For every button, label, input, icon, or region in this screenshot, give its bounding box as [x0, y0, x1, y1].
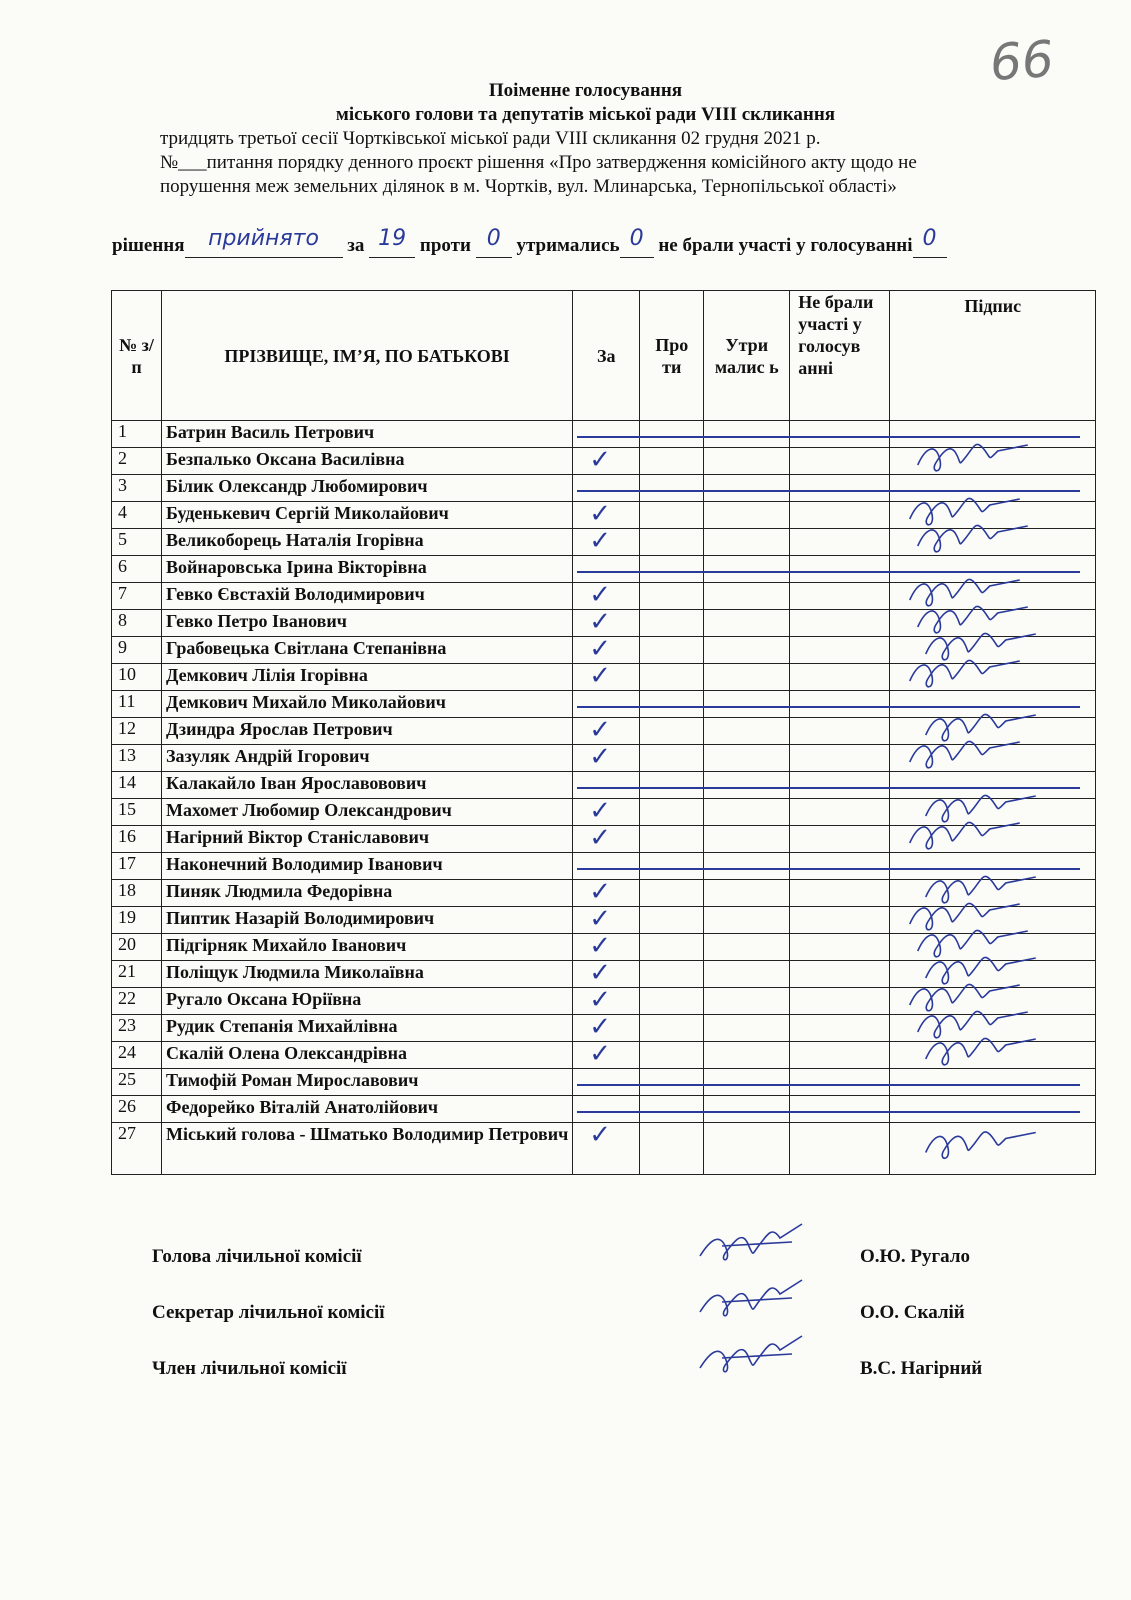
- checkmark-icon: ✓: [589, 985, 612, 1014]
- handwritten-signature: [926, 1132, 1036, 1158]
- member-name: Федорейко Віталій Анатолійович: [162, 1096, 573, 1123]
- handwritten-signature: [910, 903, 1020, 929]
- row-number: 19: [112, 907, 162, 934]
- commission-role: Член лічильної комісії: [152, 1358, 347, 1379]
- row-number: 10: [112, 664, 162, 691]
- abstained-label: утримались: [516, 235, 620, 256]
- commission-signature: [700, 1336, 802, 1372]
- for-value: 19: [378, 226, 407, 251]
- handwritten-signature: [926, 633, 1036, 659]
- row-number: 3: [112, 475, 162, 502]
- member-name: Дзиндра Ярослав Петрович: [162, 718, 573, 745]
- checkmark-icon: ✓: [589, 499, 612, 528]
- checkmark-icon: ✓: [589, 1039, 612, 1068]
- handwritten-signature: [910, 498, 1020, 524]
- row-number: 2: [112, 448, 162, 475]
- commission-signature: [700, 1280, 802, 1316]
- member-name: Нагірний Віктор Станіславович: [162, 826, 573, 853]
- checkmark-icon: ✓: [589, 661, 612, 690]
- handwritten-signature: [910, 579, 1020, 605]
- member-name: Махомет Любомир Олександрович: [162, 799, 573, 826]
- not-voted-value: 0: [922, 226, 937, 251]
- row-number: 18: [112, 880, 162, 907]
- decision-label: рішення: [112, 235, 185, 256]
- checkmark-icon: ✓: [589, 823, 612, 852]
- member-name: Зазуляк Андрій Ігорович: [162, 745, 573, 772]
- member-name: Калакайло Іван Ярославовович: [162, 772, 573, 799]
- session-line: тридцять третьої сесії Чортківської міської ради VIII скликання 02 грудня 2021 р.: [160, 128, 821, 149]
- row-number: 24: [112, 1042, 162, 1069]
- commission-signature: [700, 1224, 802, 1260]
- checkmark-icon: ✓: [589, 607, 612, 636]
- checkmark-icon: ✓: [589, 742, 612, 771]
- handwritten-signature: [918, 444, 1028, 470]
- row-number: 13: [112, 745, 162, 772]
- handwritten-signature: [926, 714, 1036, 740]
- member-name: Буденькевич Сергій Миколайович: [162, 502, 573, 529]
- member-name: Наконечний Володимир Іванович: [162, 853, 573, 880]
- col-num-header: № з/п: [112, 291, 162, 421]
- member-name: Гевко Петро Іванович: [162, 610, 573, 637]
- member-name: Безпалько Оксана Василівна: [162, 448, 573, 475]
- row-number: 27: [112, 1123, 162, 1175]
- agenda-line-1: №___питання порядку денного проєкт рішення «Про затвердження комісійного акту щодо не: [160, 152, 917, 173]
- row-number: 25: [112, 1069, 162, 1096]
- handwritten-signature: [910, 660, 1020, 686]
- member-name: Гевко Євстахій Володимирович: [162, 583, 573, 610]
- checkmark-icon: ✓: [589, 580, 612, 609]
- row-number: 1: [112, 421, 162, 448]
- row-number: 21: [112, 961, 162, 988]
- member-name: Пиняк Людмила Федорівна: [162, 880, 573, 907]
- checkmark-icon: ✓: [589, 904, 612, 933]
- handwritten-signature: [918, 606, 1028, 632]
- member-name: Великоборець Наталія Ігорівна: [162, 529, 573, 556]
- member-name: Рудик Степанія Михайлівна: [162, 1015, 573, 1042]
- checkmark-icon: ✓: [589, 445, 612, 474]
- checkmark-icon: ✓: [589, 1012, 612, 1041]
- row-number: 6: [112, 556, 162, 583]
- abstained-value: 0: [629, 226, 644, 251]
- handwritten-signature: [910, 822, 1020, 848]
- page-number: 66: [988, 29, 1056, 93]
- row-number: 26: [112, 1096, 162, 1123]
- handwritten-signature: [926, 876, 1036, 902]
- handwritten-signature: [926, 795, 1036, 821]
- handwritten-signature: [918, 525, 1028, 551]
- col-abstained-header: Утри малис ь: [704, 291, 790, 421]
- col-for-header: За: [573, 291, 640, 421]
- document-title: Поіменне голосування: [488, 80, 683, 101]
- row-number: 5: [112, 529, 162, 556]
- checkmark-icon: ✓: [589, 715, 612, 744]
- handwritten-signature: [918, 930, 1028, 956]
- checkmark-icon: ✓: [589, 796, 612, 825]
- row-number: 12: [112, 718, 162, 745]
- handwritten-signature: [910, 741, 1020, 767]
- member-name: Міський голова - Шматько Володимир Петрович: [162, 1123, 573, 1175]
- checkmark-icon: ✓: [589, 1120, 612, 1149]
- row-number: 9: [112, 637, 162, 664]
- member-name: Білик Олександр Любомирович: [162, 475, 573, 502]
- checkmark-icon: ✓: [589, 634, 612, 663]
- checkmark-icon: ✓: [589, 526, 612, 555]
- row-number: 16: [112, 826, 162, 853]
- col-signature-header: Підпис: [890, 291, 1096, 421]
- col-against-header: Про ти: [640, 291, 704, 421]
- row-number: 20: [112, 934, 162, 961]
- member-name: Войнаровська Ірина Вікторівна: [162, 556, 573, 583]
- row-number: 15: [112, 799, 162, 826]
- commission-member-name: В.С. Нагірний: [860, 1358, 983, 1379]
- member-name: Демкович Михайло Миколайович: [162, 691, 573, 718]
- member-name: Грабовецька Світлана Степанівна: [162, 637, 573, 664]
- member-name: Пиптик Назарій Володимирович: [162, 907, 573, 934]
- row-number: 7: [112, 583, 162, 610]
- row-number: 11: [112, 691, 162, 718]
- commission-role: Секретар лічильної комісії: [152, 1302, 385, 1323]
- row-number: 14: [112, 772, 162, 799]
- handwritten-signature: [926, 957, 1036, 983]
- member-name: Поліщук Людмила Миколаївна: [162, 961, 573, 988]
- against-value: 0: [486, 226, 501, 251]
- handwritten-signature: [926, 1038, 1036, 1064]
- document-subtitle: міського голови та депутатів міської ради VIII скликання: [335, 104, 836, 125]
- commission-role: Голова лічильної комісії: [152, 1246, 362, 1267]
- decision-value: прийнято: [208, 226, 319, 251]
- checkmark-icon: ✓: [589, 877, 612, 906]
- agenda-line-2: порушення меж земельних ділянок в м. Чортків, вул. Млинарська, Тернопільської області»: [160, 176, 897, 197]
- row-number: 17: [112, 853, 162, 880]
- against-label: проти: [419, 235, 471, 256]
- member-name: Підгірняк Михайло Іванович: [162, 934, 573, 961]
- for-label: за: [347, 235, 365, 256]
- commission-member-name: О.Ю. Ругало: [860, 1246, 970, 1267]
- handwritten-signature: [910, 984, 1020, 1010]
- not-voted-label: не брали участі у голосуванні: [658, 235, 913, 256]
- row-number: 4: [112, 502, 162, 529]
- member-name: Тимофій Роман Мирославович: [162, 1069, 573, 1096]
- row-number: 22: [112, 988, 162, 1015]
- commission-member-name: О.О. Скалій: [860, 1302, 965, 1323]
- row-number: 23: [112, 1015, 162, 1042]
- member-name: Ругало Оксана Юріївна: [162, 988, 573, 1015]
- checkmark-icon: ✓: [589, 931, 612, 960]
- row-number: 8: [112, 610, 162, 637]
- col-name-header: ПРІЗВИЩЕ, ІМ’Я, ПО БАТЬКОВІ: [162, 291, 573, 421]
- checkmark-icon: ✓: [589, 958, 612, 987]
- member-name: Батрин Василь Петрович: [162, 421, 573, 448]
- handwritten-signature: [918, 1011, 1028, 1037]
- col-not-voted-header: Не брали участі у голосув анні: [790, 291, 890, 421]
- member-name: Демкович Лілія Ігорівна: [162, 664, 573, 691]
- member-name: Скалій Олена Олександрівна: [162, 1042, 573, 1069]
